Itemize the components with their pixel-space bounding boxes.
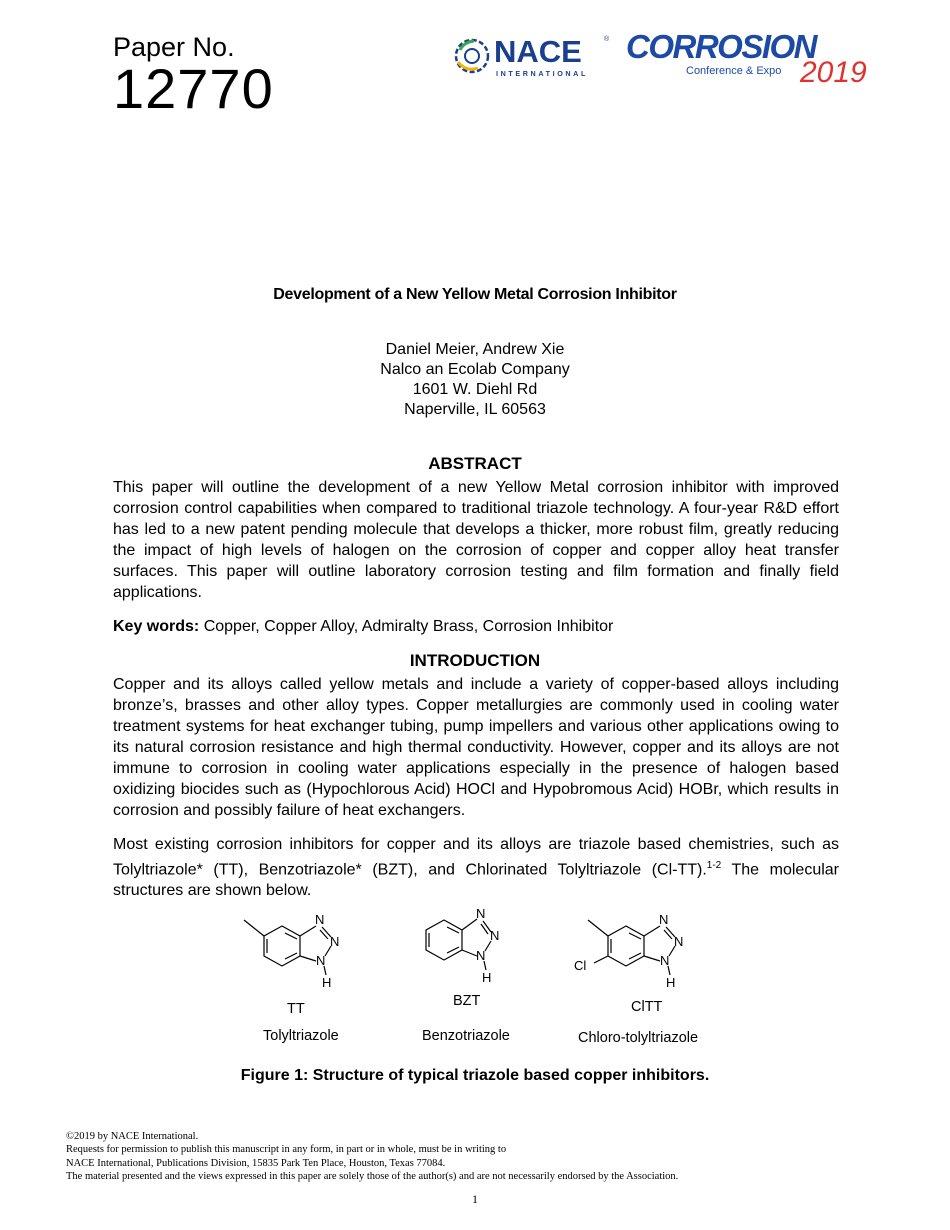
- author-names: Daniel Meier, Andrew Xie: [385, 341, 565, 358]
- footer-line-4: The material presented and the views expressed in this paper are solely those of the author(s) and are not necessarily endorsed by the Association.: [66, 1171, 679, 1183]
- footer-line-2: Requests for permission to publish this manuscript in any form, in part or in whole, must be in writing to: [66, 1144, 507, 1156]
- author-address-line2: Naperville, IL 60563: [404, 401, 546, 418]
- nace-logo: [452, 32, 614, 82]
- tt-atom-n3: N: [316, 953, 326, 968]
- introduction-paragraph-1: Copper and its alloys called yellow metals and include a variety of copper-based alloys including bronze’s, brasses and other alloy types. Copper metallurgies are commonly used in cooling water treatment systems for heat exchanger tubing, pump impellers and various other applications owing to its natural corrosion resistance and high thermal conductivity. However, copper and its alloys are not immune to corrosion in cooling water applications especially in the presence of halogen based oxidizing biocides such as (Hypochlorous Acid) HOCl and Hypobromous Acid) HOBr, which results in corrosion and possibly failure of heat exchangers.: [113, 676, 839, 819]
- header-logos: [452, 30, 888, 88]
- abstract-text: This paper will outline the development of a new Yellow Metal corrosion inhibitor with improved corrosion control capabilities when compared to traditional triazole technology. A four-year R&D effort has led to a new patent pending molecule that develops a thicker, more robust film, greatly reducing the impact of high levels of halogen on the corrosion of copper and copper alloy heat transfer surfaces. This paper will outline laboratory corrosion testing and film formation and finally field applications.: [113, 479, 839, 601]
- bzt-atom-n3: N: [476, 948, 486, 963]
- year-2019: 2019: [800, 56, 867, 88]
- cltt-atom-h: H: [666, 975, 676, 990]
- paper-title: Development of a New Yellow Metal Corrosion Inhibitor: [273, 286, 677, 303]
- tt-name: Tolyltriazole: [263, 1028, 339, 1044]
- author-block: [113, 340, 837, 420]
- bzt-name: Benzotriazole: [422, 1028, 510, 1044]
- conference-expo-label: Conference & Expo: [686, 65, 782, 77]
- author-company: Nalco an Ecolab Company: [380, 361, 570, 378]
- copyright-footer: [66, 1130, 866, 1184]
- footer-line-3: NACE International, Publications Division, 15835 Park Ten Place, Houston, Texas 77084.: [66, 1157, 446, 1169]
- tt-atom-n2: N: [330, 934, 340, 949]
- molecule-drawings: [200, 906, 760, 1001]
- cltt-name: Chloro-tolyltriazole: [578, 1030, 699, 1046]
- cltt-abbreviation: ClTT: [631, 999, 663, 1015]
- page-number: 1: [472, 1192, 478, 1206]
- nace-international: INTERNATIONAL: [496, 69, 588, 78]
- figure-1-caption: Figure 1: Structure of typical triazole based copper inhibitors.: [240, 1067, 710, 1084]
- cltt-atom-n3: N: [660, 953, 670, 968]
- bzt-abbreviation: BZT: [453, 993, 481, 1009]
- corrosion-2019-logo: [624, 30, 886, 88]
- abstract-heading: ABSTRACT: [428, 454, 522, 473]
- cltt-atom-cl: Cl: [574, 958, 587, 973]
- cltt-atom-n1: N: [659, 912, 669, 927]
- paper-number-block: [113, 32, 313, 120]
- introduction-heading: INTRODUCTION: [409, 651, 541, 670]
- bzt-atom-h: H: [482, 970, 492, 985]
- nace-wordmark: NACE: [494, 34, 582, 69]
- introduction-paragraph-2: [113, 834, 839, 901]
- paper-number-label: Paper No.: [113, 32, 235, 62]
- nace-globe-icon: [456, 40, 488, 72]
- figure-1-structures: [200, 906, 760, 1056]
- cltt-atom-n2: N: [674, 934, 684, 949]
- tt-atom-h: H: [322, 975, 332, 990]
- registered-mark: ®: [604, 36, 610, 43]
- introduction-paragraph-2-text-a: Most existing corrosion inhibitors for copper and its alloys are triazole based chemistries, such as Tolyltriazole* (TT), Benzotriazole* (BZT), and Chlorinated Tolyltriazole (Cl-TT).: [113, 836, 839, 879]
- corrosion-wordmark: CORROSION: [626, 30, 817, 65]
- bzt-atom-n1: N: [476, 906, 486, 921]
- tt-abbreviation: TT: [287, 1001, 305, 1017]
- introduction-paragraph-2-text-b: The molecular structures are shown below.: [113, 861, 839, 900]
- keywords: [113, 618, 837, 636]
- bzt-atom-n2: N: [490, 928, 500, 943]
- paper-number: 12770: [113, 57, 274, 120]
- citation-superscript: 1-2: [706, 860, 722, 871]
- author-address-line1: 1601 W. Diehl Rd: [412, 381, 538, 398]
- keywords-text: Copper, Copper Alloy, Admiralty Brass, Corrosion Inhibitor: [199, 618, 614, 635]
- footer-line-1: ©2019 by NACE International.: [66, 1131, 199, 1142]
- tt-atom-n1: N: [315, 912, 325, 927]
- keywords-label: Key words:: [113, 618, 200, 635]
